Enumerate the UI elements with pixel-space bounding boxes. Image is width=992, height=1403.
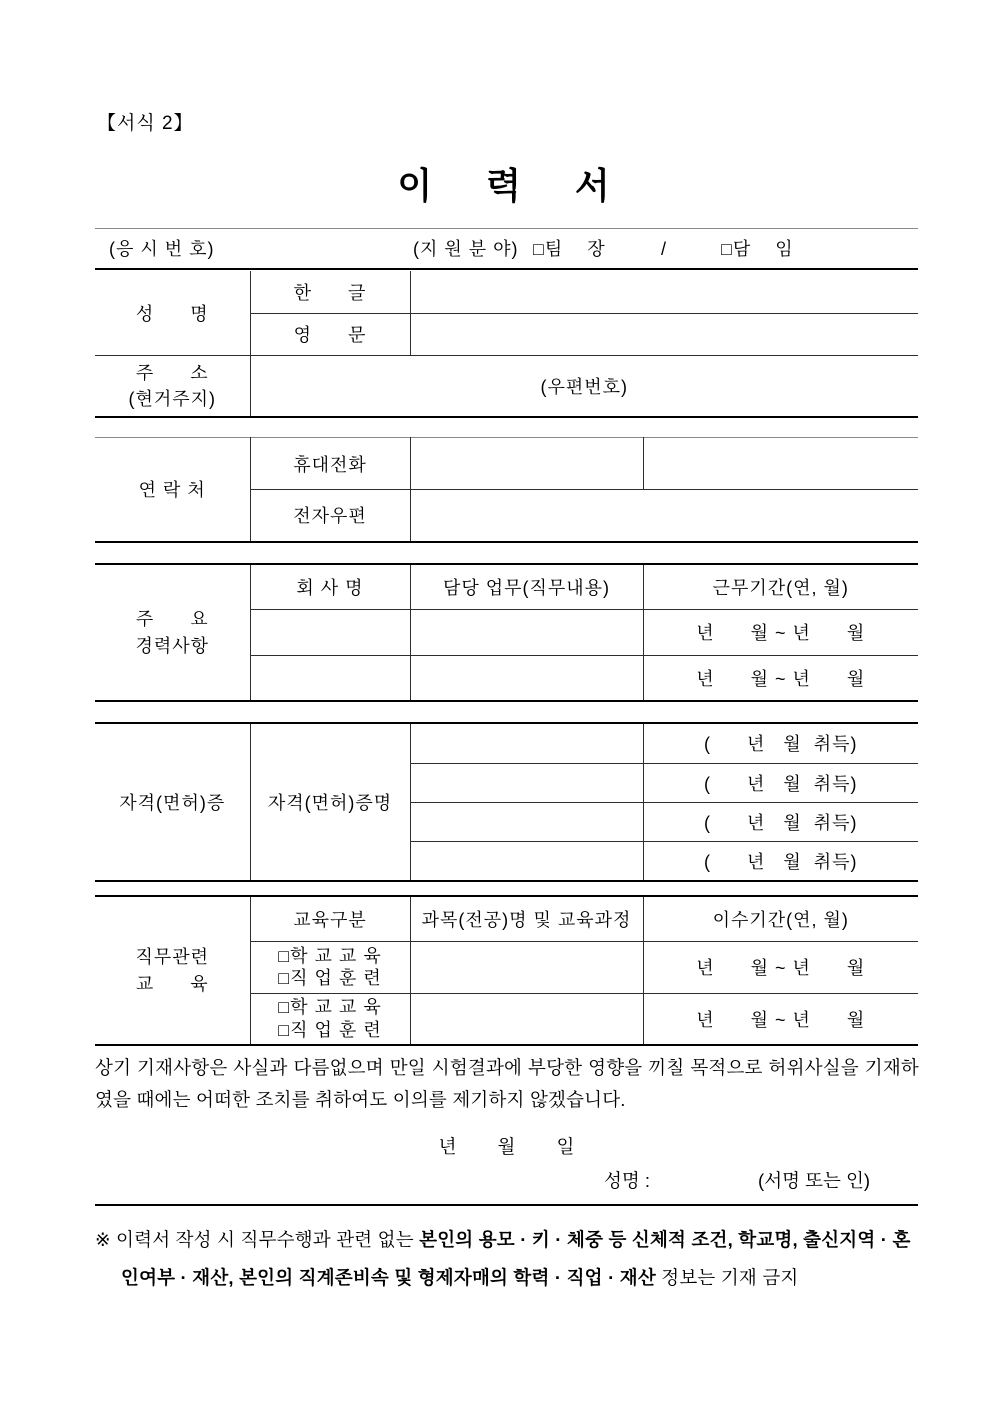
exam-number-label: (응 시 번 호) [109, 239, 215, 259]
header-row-table [95, 228, 918, 270]
contact-label: 연 락 처 [95, 438, 250, 542]
contact-table [95, 437, 918, 543]
course-input-cell[interactable] [410, 941, 643, 993]
company-input-cell[interactable] [250, 655, 410, 701]
hangul-label: 한 글 [250, 271, 410, 313]
declaration-text: 상기 기재사항은 사실과 다름없으며 만일 시험결과에 부당한 영향을 끼칠 목적으로 허위사실을 기재하였을 때에는 어떠한 조치를 취하여도 이의를 제기하지 않겠습니다. [95, 1057, 919, 1110]
footnote-text [95, 1221, 923, 1297]
footnote-bold-text: 본인의 용모 · 키 · 체중 등 신체적 조건, 학교명, 출신지역 · 혼인여부 · 재산, 본인의 직계존비속 및 형제자매의 학력 · 직업 · 재산 [121, 1229, 911, 1288]
license-acquired-cell[interactable]: ( 년 월 취득) [643, 802, 918, 841]
education-label [95, 896, 250, 1045]
career-label-line1: 주 요 [135, 609, 209, 630]
english-name-input-cell[interactable] [410, 313, 918, 355]
damim-checkbox-option[interactable]: □담 임 [721, 239, 794, 259]
mobile-phone-label: 휴대전화 [250, 438, 410, 490]
date-placeholder[interactable]: 년 월 일 [438, 1136, 575, 1157]
duty-header: 담당 업무(직무내용) [410, 564, 643, 609]
identity-table [95, 271, 918, 418]
completion-period-cell[interactable]: 년 월 ~ 년 월 [643, 941, 918, 993]
course-input-cell[interactable] [410, 993, 643, 1045]
email-input-cell[interactable] [410, 490, 918, 542]
address-label-line1: 주 소 [135, 362, 209, 383]
career-label-line2: 경력사항 [135, 635, 210, 656]
signature-name-label: 성명 : [604, 1170, 651, 1191]
duty-input-cell[interactable] [410, 609, 643, 655]
work-period-input-cell[interactable]: 년 월 ~ 년 월 [643, 655, 918, 701]
address-label [95, 355, 250, 417]
contact-extra-input-cell[interactable] [643, 438, 918, 490]
option-separator: / [661, 239, 668, 259]
license-acquired-cell[interactable]: ( 년 월 취득) [643, 841, 918, 881]
footnote-normal-suffix: 정보는 기재 금지 [655, 1266, 799, 1288]
education-type-header: 교육구분 [250, 896, 410, 941]
license-name-input-cell[interactable] [410, 802, 643, 841]
company-header: 회 사 명 [250, 564, 410, 609]
mobile-phone-input-cell[interactable] [410, 438, 643, 490]
name-label: 성 명 [95, 271, 250, 355]
address-input-cell[interactable] [250, 355, 918, 417]
license-name-input-cell[interactable] [410, 723, 643, 763]
work-period-input-cell[interactable]: 년 월 ~ 년 월 [643, 609, 918, 655]
duty-input-cell[interactable] [410, 655, 643, 701]
school-education-checkbox[interactable]: □학 교 교 육 [278, 945, 382, 966]
address-label-line2: (현거주지) [128, 388, 217, 409]
footnote-marker: ※ [95, 1229, 117, 1250]
license-acquired-cell[interactable]: ( 년 월 취득) [643, 763, 918, 802]
license-name-input-cell[interactable] [410, 841, 643, 881]
education-type-cell [250, 941, 410, 993]
team-leader-checkbox-option[interactable]: □팀 장 [533, 239, 606, 259]
career-label [95, 564, 250, 701]
education-type-cell [250, 993, 410, 1045]
school-education-checkbox[interactable]: □학 교 교 육 [278, 997, 382, 1018]
work-period-header: 근무기간(연, 월) [643, 564, 918, 609]
education-label-line1: 직무관련 [135, 947, 210, 968]
english-label: 영 문 [250, 313, 410, 355]
hangul-name-input-cell[interactable] [410, 271, 918, 313]
completion-period-header: 이수기간(연, 월) [643, 896, 918, 941]
license-table [95, 722, 918, 882]
license-label: 자격(면허)증 [95, 723, 250, 881]
completion-period-cell[interactable]: 년 월 ~ 년 월 [643, 993, 918, 1045]
email-label: 전자우편 [250, 490, 410, 542]
apply-field-label: (지 원 분 야) [413, 239, 519, 259]
company-input-cell[interactable] [250, 609, 410, 655]
license-name-input-cell[interactable] [410, 763, 643, 802]
vocational-training-checkbox[interactable]: □직 업 훈 련 [278, 1019, 382, 1040]
license-acquired-cell[interactable]: ( 년 월 취득) [643, 723, 918, 763]
career-table [95, 563, 918, 702]
footnote-normal-prefix: 이력서 작성 시 직무수행과 관련 없는 [116, 1229, 420, 1250]
bottom-divider [95, 1204, 918, 1206]
postal-code-label: (우편번호) [540, 376, 629, 397]
header-row-cell [95, 229, 918, 269]
form-number-label: 【서식 2】 [97, 113, 194, 134]
education-table [95, 895, 918, 1046]
education-label-line2: 교 육 [135, 973, 209, 994]
license-cert-label: 자격(면허)증명 [250, 723, 410, 881]
page-title: 이 력 서 [397, 165, 616, 206]
signature-row [95, 1167, 918, 1193]
seal-note: (서명 또는 인) [758, 1170, 870, 1191]
vocational-training-checkbox[interactable]: □직 업 훈 련 [278, 968, 382, 988]
course-header: 과목(전공)명 및 교육과정 [410, 896, 643, 941]
